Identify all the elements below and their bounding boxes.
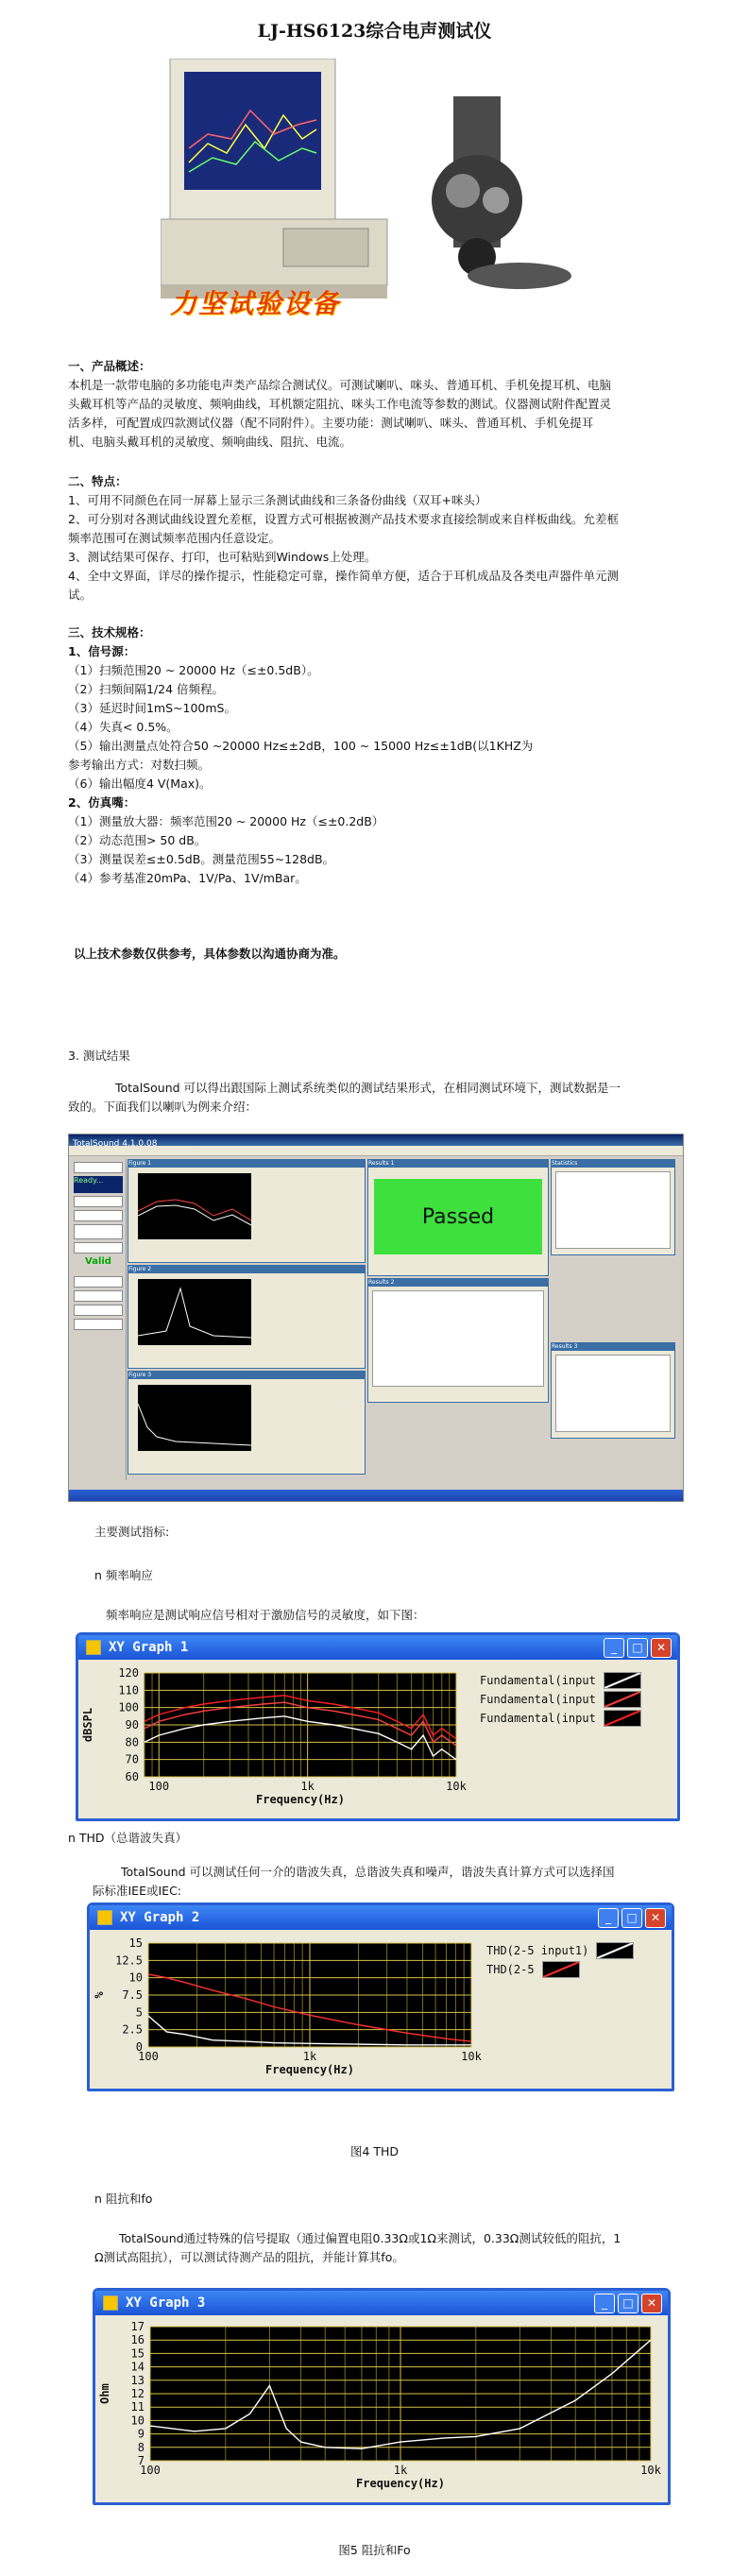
impedance-text [94, 2229, 699, 2267]
window-title: XY Graph 1 [109, 1640, 189, 1655]
app-icon [97, 1910, 112, 1925]
x-tick-label: 10k [446, 1780, 467, 1793]
mini-chart [138, 1173, 251, 1239]
x-axis-label: Frequency(Hz) [356, 2477, 445, 2490]
control-button[interactable] [74, 1319, 123, 1330]
panel-title: Results 1 [368, 1160, 548, 1168]
text-line: （1）扫频范围20 ~ 20000 Hz（≤±0.5dB）。 [68, 663, 319, 677]
legend-swatch [542, 1961, 580, 1978]
page-title: LJ-HS6123综合电声测试仪 [257, 21, 492, 42]
close-icon[interactable]: ✕ [645, 1908, 666, 1928]
y-tick-label: 8 [137, 2440, 145, 2454]
y-tick-label: 17 [130, 2320, 145, 2333]
x-tick-label: 100 [138, 2050, 159, 2063]
results-heading: 3. 测试结果 [68, 1049, 130, 1063]
x-tick-label: 100 [148, 1780, 170, 1793]
y-tick-label: 9 [137, 2427, 145, 2441]
disclaimer-note: 以上技术参数仅供参考，具体参数以沟通协商为准。 [74, 947, 346, 961]
figure-panel-2[interactable] [128, 1265, 366, 1369]
mini-chart [138, 1385, 251, 1451]
control-button[interactable] [74, 1162, 123, 1173]
text-line: 活多样，可配置成四款测试仪器（配不同附件）。主要功能：测试喇叭、咪头、普通耳机、手机免提耳 [68, 416, 594, 430]
y-tick-label: 0 [135, 2040, 143, 2054]
x-axis-label: Frequency(Hz) [256, 1793, 345, 1806]
y-tick-label: 2.5 [122, 2022, 143, 2037]
results-panel-1[interactable] [367, 1159, 549, 1276]
y-tick-label: 15 [128, 1936, 143, 1950]
statistics-panel[interactable] [551, 1159, 675, 1255]
window-title-bar[interactable] [90, 1905, 672, 1930]
window-title: XY Graph 3 [126, 2295, 206, 2311]
app-title: TotalSound 4.1.0.08 [73, 1139, 158, 1149]
chart-3 [95, 2315, 668, 2502]
legend-swatch [604, 1710, 641, 1727]
text-line: 3、测试结果可保存、打印，也可粘贴到Windows上处理。 [68, 550, 377, 564]
text-line: Ω测试高阻抗），可以测试待测产品的阻抗，并能计算其fo。 [94, 2250, 404, 2264]
section-overview [68, 357, 691, 452]
main-indices-heading: 主要测试指标: [94, 1525, 170, 1539]
y-tick-label: 10 [128, 1970, 143, 1985]
x-tick-label: 10k [640, 2464, 661, 2477]
status-display: Ready... [74, 1176, 123, 1193]
figure-panel-1[interactable] [128, 1159, 366, 1263]
y-tick-label: 120 [118, 1666, 139, 1680]
window-title: XY Graph 2 [120, 1910, 200, 1925]
text-line: （4）参考基准20mPa、1V/Pa、1V/mBar。 [68, 871, 307, 885]
valid-indicator: Valid [85, 1256, 111, 1267]
y-tick-label: 11 [130, 2400, 145, 2414]
legend-item [480, 1690, 641, 1709]
close-icon[interactable]: ✕ [641, 2294, 662, 2313]
x-tick-label: 1k [302, 2050, 317, 2063]
text-line: （2）动态范围> 50 dB。 [68, 833, 207, 847]
text-line: 试。 [68, 588, 93, 602]
thd-heading: n THD（总谐波失真） [68, 1831, 188, 1845]
xy-graph-1-window[interactable] [76, 1632, 680, 1821]
y-tick-label: 12 [130, 2387, 145, 2400]
freq-response-text: 频率响应是测试响应信号相对于激励信号的灵敏度，如下图： [106, 1608, 425, 1622]
text-line: 1、可用不同颜色在同一屏幕上显示三条测试曲线和三条备份曲线（双耳+咪头） [68, 493, 487, 507]
panel-title: Statistics [552, 1160, 674, 1168]
text-line: （2）扫频间隔1/24 倍频程。 [68, 682, 224, 696]
legend-swatch [604, 1672, 641, 1689]
results-panel-3[interactable] [551, 1342, 675, 1439]
brand-banner: 力坚试验设备 [170, 288, 341, 319]
y-tick-label: 12.5 [115, 1953, 143, 1968]
text-line: TotalSound 可以得出跟国际上测试系统类似的测试结果形式，在相同测试环境下，测试数据是一 [115, 1081, 621, 1095]
minimize-icon[interactable]: _ [594, 2294, 615, 2313]
section-heading: 三、技术规格： [68, 625, 151, 640]
control-button[interactable] [74, 1242, 123, 1254]
text-line: 2、可分别对各测试曲线设置允差框，设置方式可根据被测产品技术要求直接绘制或来自样板曲线。允差框 [68, 512, 619, 526]
legend [480, 1671, 641, 1728]
section-features [68, 472, 691, 605]
y-tick-label: 16 [130, 2333, 145, 2347]
panel-title: Results 2 [368, 1279, 548, 1287]
text-line: （1）测量放大器：频率范围20 ~ 20000 Hz（≤±0.2dB） [68, 814, 384, 828]
y-tick-label: 5 [135, 2005, 143, 2020]
legend-label: THD(2-5 input1) [486, 1944, 589, 1957]
legend-item [480, 1671, 641, 1690]
text-line: 本机是一款带电脑的多功能电声类产品综合测试仪。可测试喇叭、咪头、普通耳机、手机免提耳机、电脑 [68, 378, 612, 392]
y-axis-label: dBSPL [81, 1707, 94, 1743]
close-icon[interactable]: ✕ [651, 1638, 672, 1658]
text-line: （6）输出幅度4 V(Max)。 [68, 776, 212, 791]
text-line: 频率范围可在测试频率范围内任意设定。 [68, 531, 281, 545]
xy-graph-3-window[interactable] [93, 2288, 671, 2505]
control-field[interactable] [74, 1224, 123, 1239]
subsection-heading: 2、仿真嘴： [68, 795, 136, 810]
legend-swatch [596, 1942, 634, 1959]
results-panel-2[interactable] [367, 1278, 549, 1403]
y-axis-label: % [93, 1991, 106, 1999]
y-tick-label: 14 [130, 2360, 145, 2374]
y-tick-label: 7.5 [122, 1988, 143, 2002]
y-tick-label: 80 [125, 1735, 139, 1749]
control-button[interactable] [74, 1210, 123, 1221]
legend-swatch [604, 1691, 641, 1708]
freq-response-heading: n 频率响应 [94, 1568, 153, 1582]
figure-caption-5: 图5 阻抗和Fo [338, 2543, 411, 2557]
text-line: 际标准IEE或IEC: [93, 1884, 182, 1898]
mini-chart [138, 1279, 251, 1345]
legend-item [486, 1960, 634, 1979]
control-panel [71, 1159, 127, 1480]
text-line: （4）失真< 0.5%。 [68, 720, 179, 734]
legend-item [480, 1709, 641, 1728]
panel-title: Figure 2 [128, 1266, 365, 1273]
minimize-icon[interactable]: _ [598, 1908, 619, 1928]
results-table [372, 1290, 544, 1387]
text-line: 致的。下面我们以喇叭为例来介绍： [68, 1100, 258, 1114]
impedance-heading: n 阻抗和fo [94, 2192, 153, 2206]
text-line: 机、电脑头戴耳机的灵敏度、频响曲线、阻抗、电流。 [68, 435, 352, 449]
panel-title: Figure 1 [128, 1160, 365, 1168]
text-line: 4、全中文界面，详尽的操作提示，性能稳定可靠，操作简单方便，适合于耳机成品及各类电声器件单元测 [68, 569, 619, 583]
app-icon [86, 1640, 101, 1655]
maximize-icon[interactable]: □ [627, 1638, 648, 1658]
text-line: （5）输出测量点处符合50 ~20000 Hz≤±2dB，100 ~ 15000 Hz≤±1dB(以1KHZ为 [68, 739, 534, 753]
panel-title: Results 3 [552, 1343, 674, 1351]
y-tick-label: 100 [118, 1700, 139, 1714]
statistics-table [555, 1171, 671, 1249]
app-icon [103, 2295, 118, 2311]
software-screenshot [68, 1134, 684, 1502]
maximize-icon[interactable]: □ [621, 1908, 642, 1928]
text-line: （3）测量误差≤±0.5dB。测量范围55~128dB。 [68, 852, 335, 866]
section-specs [68, 623, 691, 888]
subsection-heading: 1、信号源： [68, 644, 136, 658]
x-axis-label: Frequency(Hz) [265, 2063, 354, 2076]
x-tick-label: 100 [140, 2464, 161, 2477]
y-tick-label: 10 [130, 2414, 145, 2428]
taskbar[interactable] [69, 1490, 683, 1501]
minimize-icon[interactable]: _ [604, 1638, 624, 1658]
y-tick-label: 60 [125, 1770, 139, 1783]
text-line: （3）延迟时间1mS~100mS。 [68, 701, 236, 715]
y-axis-label: Ohm [98, 2383, 111, 2404]
y-tick-label: 70 [125, 1752, 139, 1766]
legend-label: Fundamental(input [480, 1693, 596, 1706]
legend-item [486, 1941, 634, 1960]
xy-graph-2-window[interactable] [87, 1902, 674, 2091]
figure-panel-3[interactable] [128, 1371, 366, 1475]
x-tick-label: 10k [461, 2050, 482, 2063]
y-tick-label: 7 [137, 2454, 145, 2467]
pass-indicator: Passed [374, 1179, 542, 1254]
results-intro [68, 1079, 691, 1117]
text-line: 参考输出方式：对数扫频。 [68, 758, 211, 772]
y-tick-label: 110 [118, 1683, 139, 1697]
app-title-bar [69, 1134, 683, 1149]
section-heading: 二、特点： [68, 474, 128, 488]
section-heading: 一、产品概述： [68, 359, 151, 373]
control-button[interactable] [74, 1276, 123, 1288]
menu-bar[interactable] [69, 1146, 683, 1156]
results-table [555, 1355, 671, 1432]
x-tick-label: 1k [300, 1780, 315, 1793]
control-button[interactable] [74, 1290, 123, 1302]
window-title-bar[interactable] [95, 2291, 668, 2315]
x-tick-label: 1k [393, 2464, 408, 2477]
figure-caption-4: 图4 THD [349, 2144, 400, 2158]
panel-title: Figure 3 [128, 1372, 365, 1379]
legend-label: Fundamental(input [480, 1674, 596, 1687]
text-line: TotalSound通过特殊的信号提取（通过偏置电阻0.33Ω或1Ω来测试，0.33Ω测试较低的阻抗，1 [119, 2231, 621, 2245]
window-title-bar[interactable] [78, 1635, 677, 1660]
y-tick-label: 13 [130, 2373, 145, 2387]
legend-label: THD(2-5 [486, 1963, 535, 1976]
legend [486, 1941, 634, 1979]
maximize-icon[interactable]: □ [618, 2294, 638, 2313]
legend-label: Fundamental(input [480, 1712, 596, 1725]
control-button[interactable] [74, 1196, 123, 1207]
y-tick-label: 90 [125, 1718, 139, 1732]
text-line: TotalSound 可以测试任何一介的谐波失真，总谐波失真和噪声，谐波失真计算方式可以选择国 [121, 1865, 615, 1879]
y-tick-label: 15 [130, 2346, 145, 2361]
text-line: 头戴耳机等产品的灵敏度、频响曲线，耳机额定阻抗、咪头工作电流等参数的测试。仪器测试附件配置灵 [68, 397, 612, 411]
thd-text [93, 1863, 697, 1901]
control-button[interactable] [74, 1305, 123, 1316]
